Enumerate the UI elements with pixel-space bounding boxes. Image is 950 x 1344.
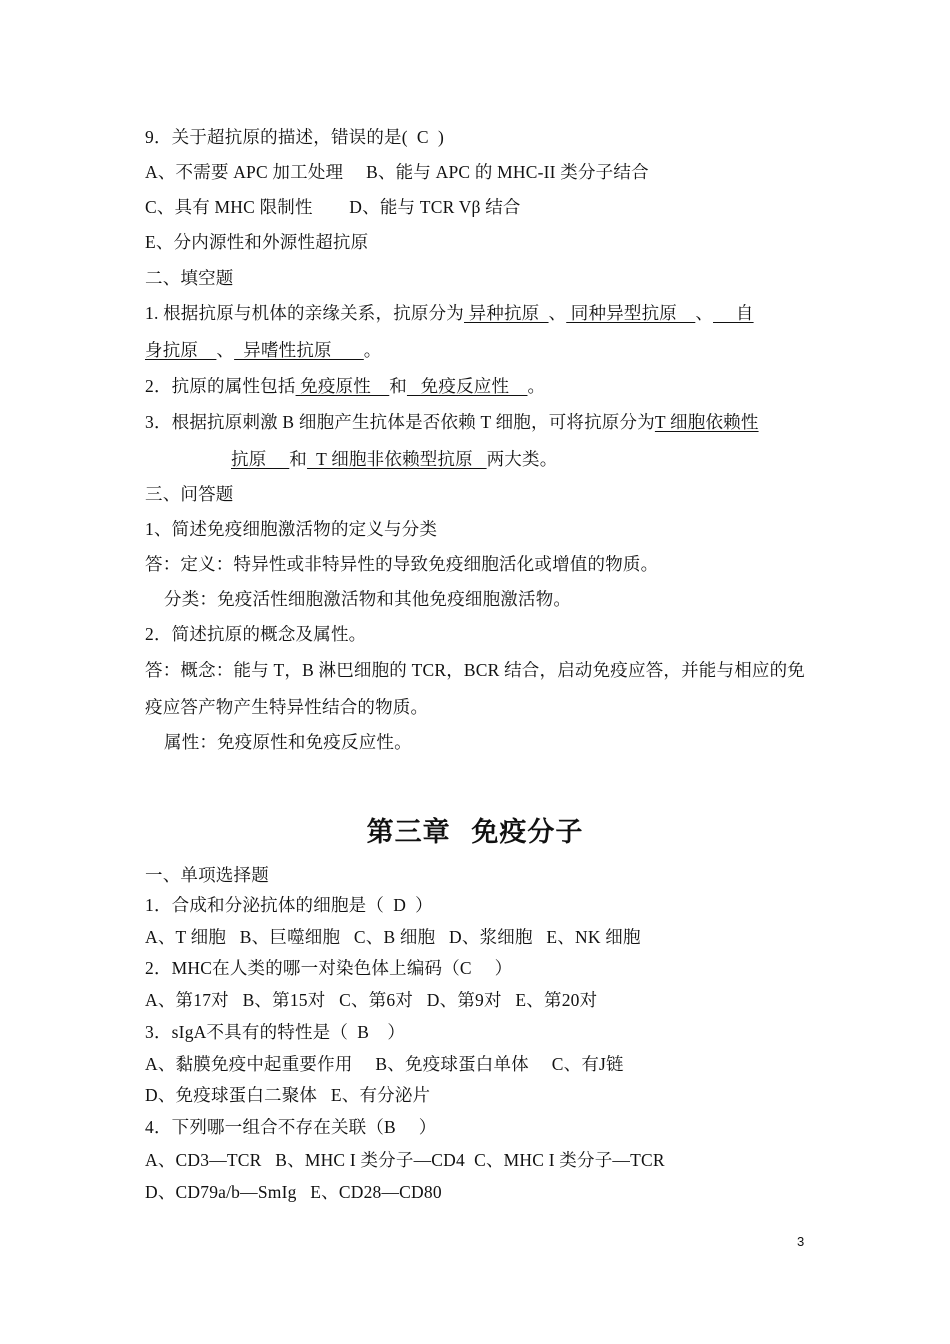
fill-q2	[145, 375, 545, 397]
fill-q2-blank1: 免疫原性	[295, 376, 390, 396]
qa-q1: 1、简述免疫细胞激活物的定义与分类	[145, 519, 438, 539]
fill-q1-blank3-start: 自	[713, 303, 754, 323]
fill-q1-sep3: 、	[216, 340, 235, 360]
fill-q3-end: 两大类。	[486, 449, 558, 469]
fill-q1-sep1: 、	[548, 303, 567, 323]
q9-option-e: E、分内源性和外源性超抗原	[145, 232, 369, 252]
chapter-title: 第三章 免疫分子	[366, 817, 584, 848]
fill-q3-line1	[145, 411, 759, 433]
qa-a1-definition: 答：定义：特异性或非特异性的导致免疫细胞活化或增值的物质。	[145, 554, 659, 574]
chapter-q4-options-2: D、CD79a/b—SmIg E、CD28—CD80	[145, 1182, 442, 1202]
fill-q2-end: 。	[527, 376, 546, 396]
fill-q1-line1	[145, 302, 754, 324]
qa-a2-line1: 答：概念：能与 T，B 淋巴细胞的 TCR，BCR 结合，启动免疫应答，并能与相应的免	[145, 660, 806, 680]
fill-q1-blank1: 异种抗原	[464, 303, 549, 323]
chapter-q1: 1．合成和分泌抗体的细胞是（ D ）	[145, 895, 433, 915]
chapter-q3: 3．sIgA不具有的特性是（ B ）	[145, 1022, 406, 1042]
qa-a2-line2: 疫应答产物产生特异性结合的物质。	[145, 697, 429, 717]
chapter-q3-options: A、黏膜免疫中起重要作用 B、免疫球蛋白单体 C、有J链	[145, 1054, 624, 1074]
fill-q3-blank2: T 细胞非依赖型抗原	[306, 449, 487, 469]
fill-q1-blank3-end: 身抗原	[145, 340, 217, 360]
chapter-q4: 4．下列哪一组合不存在关联（B ）	[145, 1117, 437, 1137]
qa-a1-classification: 分类：免疫活性细胞激活物和其他免疫细胞激活物。	[164, 589, 572, 609]
q9-options-ab: A、不需要 APC 加工处理 B、能与 APC 的 MHC-II 类分子结合	[145, 162, 649, 182]
fill-q2-prefix: 2．抗原的属性包括	[145, 376, 296, 396]
page-number: 3	[797, 1234, 805, 1249]
fill-q1-blank4: 异嗜性抗原	[234, 340, 364, 360]
fill-q3-prefix: 3．根据抗原刺激 B 细胞产生抗体是否依赖 T 细胞，可将抗原分为	[145, 412, 655, 432]
fill-q1-sep2: 、	[695, 303, 714, 323]
chapter-q2-options: A、第17对 B、第15对 C、第6对 D、第9对 E、第20对	[145, 990, 598, 1010]
fill-q1-prefix: 1. 根据抗原与机体的亲缘关系，抗原分为	[145, 303, 464, 323]
fill-q2-mid: 和	[389, 376, 407, 396]
chapter-q1-options: A、T 细胞 B、巨噬细胞 C、B 细胞 D、浆细胞 E、NK 细胞	[145, 927, 641, 947]
fill-q3-blank1-start: T 细胞依赖性	[654, 412, 759, 432]
chapter-q4-options: A、CD3—TCR B、MHC I 类分子—CD4 C、MHC I 类分子—TCR	[145, 1150, 665, 1170]
qa-q2: 2．简述抗原的概念及属性。	[145, 624, 367, 644]
chapter-mcq-heading: 一、单项选择题	[145, 865, 269, 885]
fill-q1-line2	[145, 339, 382, 361]
chapter-q3-options-2: D、免疫球蛋白二聚体 E、有分泌片	[145, 1085, 431, 1105]
fill-q3-mid: 和	[289, 449, 307, 469]
fill-q1-blank2: 同种异型抗原	[566, 303, 696, 323]
qa-heading: 三、问答题	[145, 484, 234, 504]
qa-a2-attributes: 属性：免疫原性和免疫反应性。	[164, 732, 412, 752]
q9-options-cd: C、具有 MHC 限制性 D、能与 TCR Vβ 结合	[145, 197, 521, 217]
q9-stem: 9．关于超抗原的描述，错误的是( C )	[145, 127, 444, 147]
chapter-q2: 2．MHC在人类的哪一对染色体上编码（C ）	[145, 958, 513, 978]
fill-q2-blank2: 免疫反应性	[406, 376, 528, 396]
fill-q3-line2	[231, 448, 557, 470]
fill-heading: 二、填空题	[145, 268, 234, 288]
fill-q1-end: 。	[363, 340, 382, 360]
fill-q3-blank1-end: 抗原	[231, 449, 290, 469]
